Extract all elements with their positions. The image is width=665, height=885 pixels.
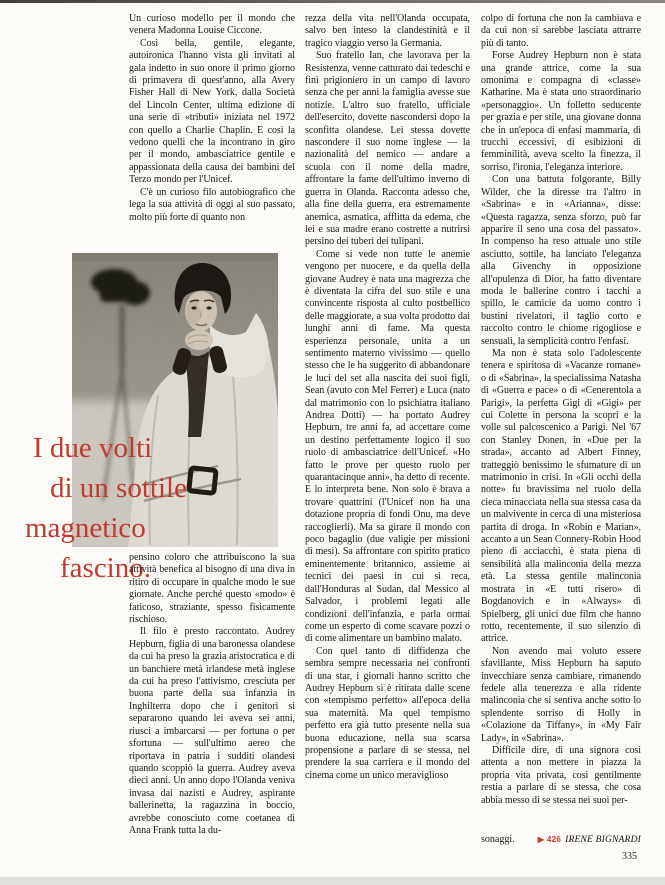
last-line-text: sonaggi.: [481, 834, 515, 845]
headline-line: I due volti: [33, 432, 153, 464]
paragraph: Il filo è presto raccontato. Audrey Hepburn, figlia di una baronessa olandese da cui ha preso la grazia aristocratica e di un banchiere metà irlandese metà inglese da cui ha preso l'attivismo, cresciuta per buona parte della sua infanzia in Inghilterra dopo che i genitori si separarono quando lei aveva sei anni, riuscì a imbarcarsi — per fortuna o per sfortuna — sull'ultimo aereo che riportava in patria i sudditi olandesi quando scoppiò la guerra. Audrey aveva dieci anni. Un anno dopo l'Olanda veniva invasa dai nazisti e Audrey, aspirante ballerinetta, la ragazzina in boccio, avrebbe conosciuto come coetanea di Anna Frank tutta la du-: [129, 626, 295, 836]
paragraph: Un curioso modello per il mondo che venera Madonna Louise Ciccone.: [129, 13, 295, 37]
paragraph: Come si vede non tutte le anemie vengono per nuocere, e da quella della giovane Audrey è nata una magrezza che è diventata la cifra del suo stile e una convincente risposta al culto postbellico delle maggiorate, a sua volta prodotto dai lunghi anni di fame. Ma questa esperienza personale, unita a un sentimento materno vivissimo — quello stesso che le ha suggerito di abbandonare le luci del set alla nascita dei suoi figli, Sean (avuto con Mel Ferrer) e Luca (nato dal matrimonio con lo psichiatra italiano Andrea Dotti) — ha portato Audrey Hepburn, tre anni fa, ad accettare come un destino perfettamente logico il suo ruolo di ambasciatrice dell'Unicef. «Ho fatto le prove per questo ruolo per quarantacinque anni», ha detto di recente. E lo interpreta bene. Non solo è brava a trovare quattrini (l'Unicef non ha una dotazione propria di fondi Onu, ma deve raccoglierli). Ma sa girare il mondo con poco bagaglio (due valigie per missioni di mesi). Sa affrontare con spirito pratico eminentemente britannico, assieme ai tecnici dei paesi in cui si reca, dall'Honduras al Sudan, dal Messico al Salvador, i problemi legati alle condizioni dell'infanzia, e parla ormai come un esperto di come scavare pozzi o di come alimentare un bambino malato.: [305, 248, 470, 645]
column-1-top: [129, 13, 295, 253]
paragraph: rezza della vita nell'Olanda occupata, salvo ben inteso la clandestinità e il tragico viaggio verso la Germania.: [305, 13, 470, 49]
continuation-arrow-icon: ▶ 426: [537, 835, 562, 844]
column-3: [481, 13, 641, 835]
paragraph: Con quel tanto di diffidenza che sembra sempre necessaria nei confronti di una star, i giornali hanno scritto che Audrey Hepburn si è ritirata dalle scene con «tempismo perfetto» all'epoca della sua maternità. Ma quel tempismo perfetto era già tutto presente nella sua buona educazione, nella sua scarsa propensione a parlare di se stessa, nel prendere la sua carriera e il mondo del cinema come un unico meraviglioso: [305, 645, 470, 781]
article-signature-row: [481, 834, 641, 846]
paragraph: Ma non è stata solo l'adolescente tenera e spiritosa di «Vacanze romane» o di «Sabrina», la specialissima Natasha di «Guerra e pace» o di «Cenerentola a Parigi», la perfetta Gigi di «Gigi» per cui Colette in persona la scoprì e la volle sul palcoscenico a Parigi. Nel '67 con Stanley Donen, in «Due per la strada», accanto ad Albert Finney, tratteggiò benissimo le sfumature di un matrimonio in crisi. In «Gli occhi della notte» fu bravissima nel ruolo della cieca minacciata nella sua stessa casa da un malvivente in cerca di una misteriosa partita di droga. In «Robin e Marian», accanto a un Sean Connery-Robin Hood pieno di acciacchi, è stata piena di sensibilità alla malinconia della mezza età. La stessa gentile malinconia mostrata in «E tutti risero» di Bogdanovich e in «Always» di Spielberg, gli unici due film che hanno rotto, recentemente, il suo silenzio di attrice.: [481, 347, 641, 645]
headline-line: di un sottile: [50, 472, 187, 504]
paragraph: pensino coloro che attribuiscono la sua attività benefica al bisogno di una diva in ritiro di occupare in qualche modo le sue giornate. Anche perché questo «modo» è faticoso, straziante, spesso fisicamente rischioso.: [129, 552, 295, 626]
paragraph: Suo fratello Ian, che lavorava per la Resistenza, venne catturato dai tedeschi e finì prigioniero in un campo di lavoro senza che per anni la famiglia avesse sue notizie. L'altro suo fratello, ufficiale dell'esercito, dovette nascondersi dopo la sconfitta olandese. Lei stessa dovette nascondere il suo nome inglese — la nazionalità del nemico — andare a scuola con il nome della madre, affrontare la fame dell'ultimo inverno di guerra in Olanda. Racconta adesso che, alla fine della guerra, era estremamente anemica, asmatica, afflitta da edema, che lei e sua madre erano costrette a nutrirsi persino dei tuberi dei tulipani.: [305, 50, 470, 248]
column-1-bottom: [129, 552, 295, 848]
paragraph: Forse Audrey Hepburn non è stata una grande attrice, come la sua omonima e compagna di «classe» Katharine. Ma è stata uno straordinario «personaggio». Un folletto seducente per grazia e per stile, una giovane donna che in un'epoca di enfasi mammaria, di trucchi eccessivi, di esibizioni di femminilità, aveva scelto la finezza, il sorriso, l'ironia, l'eleganza interiore.: [481, 50, 641, 173]
continuation-page: 426: [546, 835, 562, 844]
headline-line: magnetico: [25, 512, 146, 544]
paragraph: Non avendo mai voluto essere sfavillante, Miss Hepburn ha saputo invecchiare senza cambiare, rimanendo fedele alla tenerezza e alla ridente malinconia che si sentiva anche sotto lo splendente sorriso di Holly in «Colazione da Tiffany», in «My Fair Lady», in «Sabrina».: [481, 645, 641, 744]
paragraph: Difficile dire, di una signora così attenta a non mettere in piazza la propria vita privata, così gentilmente restia a parlare di se stessa, che cosa abbia messo di se stessa nei suoi per-: [481, 744, 641, 806]
page-number: 335: [622, 851, 637, 862]
paragraph: C'è un curioso filo autobiografico che lega la sua attività di oggi al suo passato, molto più forte di quanto non: [129, 186, 295, 223]
scan-edge-top: [0, 0, 665, 3]
author-name: IRENE BIGNARDI: [565, 835, 641, 845]
scan-edge-bottom: [0, 877, 665, 885]
paragraph: Così bella, gentile, elegante, autoironica l'hanno vista gli invitati al gala indetto in suo onore il primo giorno di primavera di quest'anno, alla Avery Fisher Hall di New York, dalla Società del Lincoln Center, ultima edizione di una serie di «tributi» iniziata nel 1972 con quello a Charlie Chaplin. E così la vedono quelli che la incontrano in giro per il mondo, ambasciatrice gentile e appassionata della causa dei bambini del Terzo mondo per l'Unicef.: [129, 37, 295, 186]
headline-line: fascino.: [60, 552, 151, 584]
paragraph: Con una battuta folgorante, Billy Wilder, che la diresse tra l'altro in «Sabrina» e in «Arianna», disse: «Questa ragazza, senza sforzo, può far apparire il seno una cosa del passato». In compenso ha reso attuale uno stile asciutto, sottile, ha lanciato l'eleganza alla Givenchy in opposizione all'opulenza di Dior, ha fatto diventare moda le ballerine contro i tacchi a spillo, le camicie da uomo contro i bustini rivelatori, il taglio corto e raccolto contro le chiome rigogliose e sensuali, la semplicità contro l'enfasi.: [481, 174, 641, 347]
column-2: [305, 13, 470, 849]
paragraph: colpo di fortuna che non la cambiava e da cui non si sarebbe lasciata attrarre più di tanto.: [481, 13, 641, 49]
